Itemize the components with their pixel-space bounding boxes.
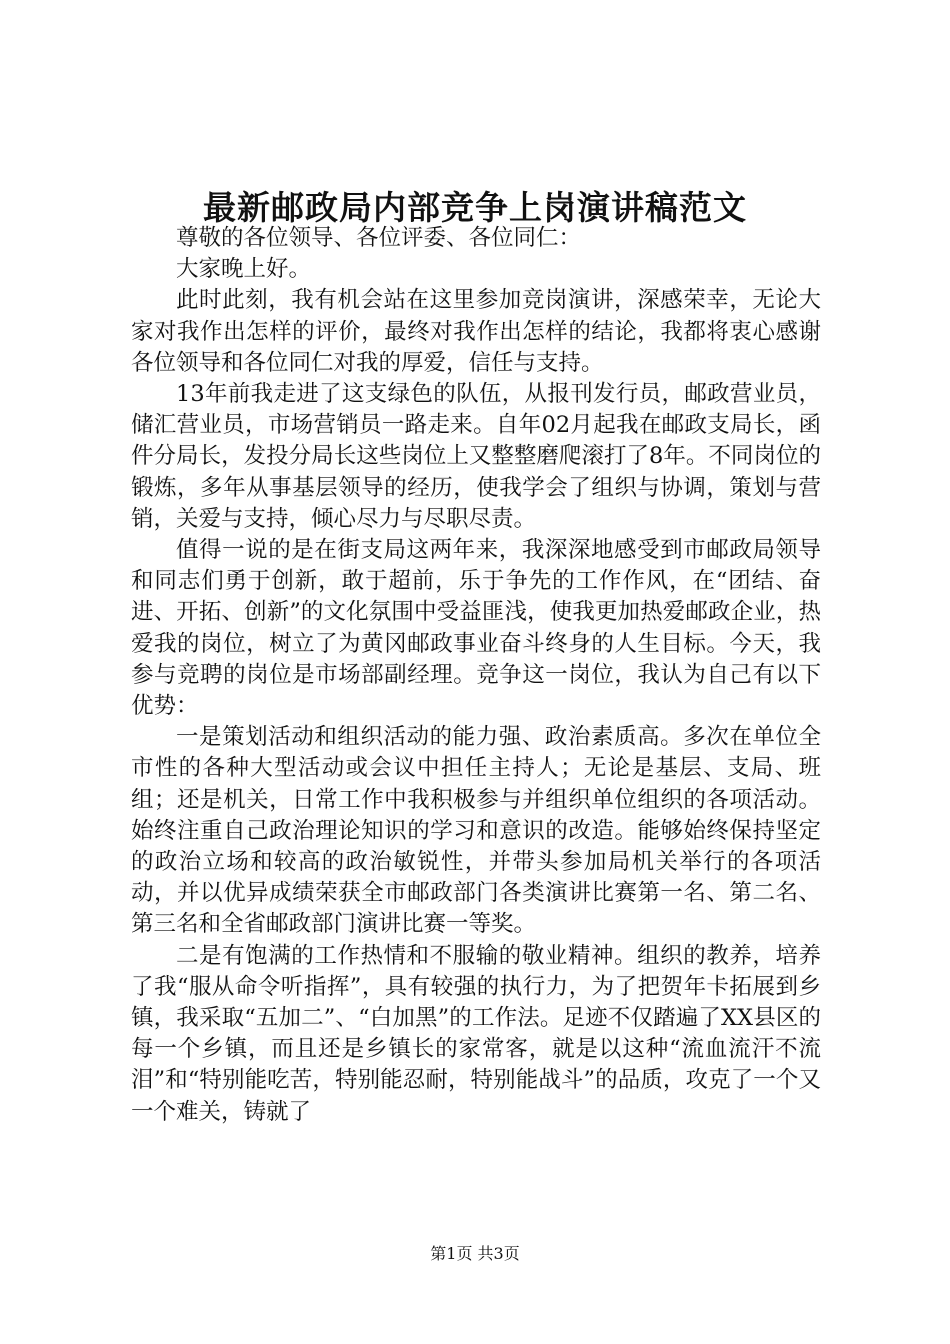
paragraph-advantage-two: 二是有饱满的工作热情和不服输的敬业精神。组织的教养，培养了我“服从命令听指挥”，具有较强的执行力，为了把贺年卡拓展到乡镇，我采取“五加二”、“白加黑”的工作法。足迹不仅踏遍了XX县区的每一个乡镇，而且还是乡镇长的家常客，就是以这种“流血流汗不流泪”和“特别能吃苦，特别能忍耐，特别能战斗”的品质，攻克了一个又一个难关，铸就了 bbox=[131, 942, 821, 1125]
salutation: 尊敬的各位领导、各位评委、各位同仁： bbox=[176, 225, 582, 251]
greeting: 大家晚上好。 bbox=[176, 256, 312, 283]
page-title: 最新邮政局内部竞争上岗演讲稿范文 bbox=[203, 188, 747, 227]
paragraph-branch: 值得一说的是在街支局这两年来，我深深地感受到市邮政局领导和同志们勇于创新，敢于超前，乐于争先的工作作风，在“团结、奋进、开拓、创新”的文化氛围中受益匪浅，使我更加热爱邮政企业，热爱我的岗位，树立了为黄冈邮政事业奋斗终身的人生目标。今天，我参与竞聘的岗位是市场部副经理。竞争这一岗位，我认为自己有以下优势： bbox=[131, 537, 821, 720]
paragraph-experience: 13年前我走进了这支绿色的队伍，从报刊发行员，邮政营业员，储汇营业员，市场营销员一路走来。自年02月起我在邮政支局长，函件分局长，发投分局长这些岗位上又整整磨爬滚打了8年。不同岗位的锻炼，多年从事基层领导的经历，使我学会了组织与协调，策划与营销，关爱与支持，倾心尽力与尽职尽责。 bbox=[131, 381, 821, 532]
page-number: 第1页 共3页 bbox=[430, 1244, 520, 1263]
document-body bbox=[131, 223, 821, 1128]
paragraph-advantage-one: 一是策划活动和组织活动的能力强、政治素质高。多次在单位全市性的各种大型活动或会议中担任主持人；无论是基层、支局、班组；还是机关，日常工作中我积极参与并组织单位组织的各项活动。始终注重自己政治理论知识的学习和意识的改造。能够始终保持坚定的政治立场和较高的政治敏锐性，并带头参加局机关举行的各项活动，并以优异成绩荣获全市邮政部门各类演讲比赛第一名、第二名、第三名和全省邮政部门演讲比赛一等奖。 bbox=[131, 724, 821, 938]
paragraph-opening: 此时此刻，我有机会站在这里参加竞岗演讲，深感荣幸，无论大家对我作出怎样的评价，最终对我作出怎样的结论，我都将衷心感谢各位领导和各位同仁对我的厚爱，信任与支持。 bbox=[131, 287, 821, 376]
